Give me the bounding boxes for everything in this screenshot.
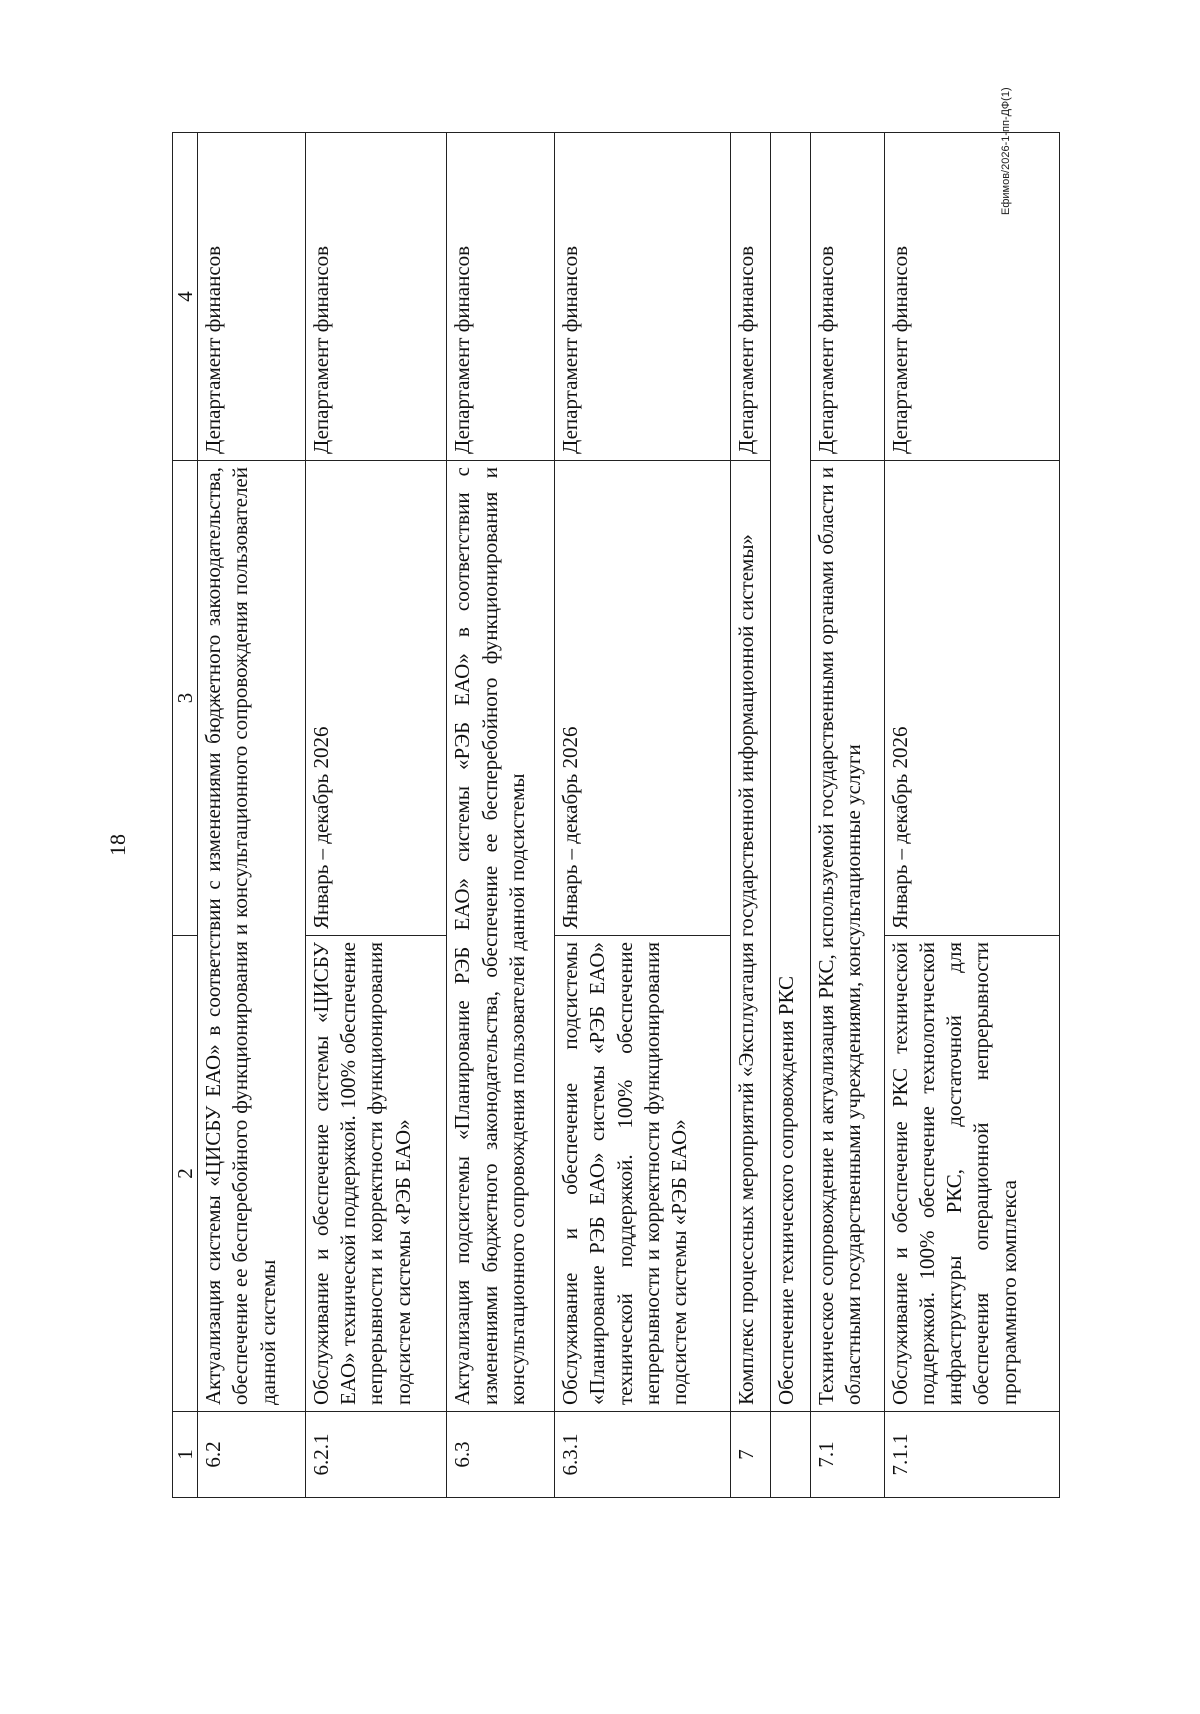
row-task: Обслуживание и обеспечение системы «ЦИСБУ ЕАО» технической поддержкой. 100% обеспечение непрерывности и корректности функционирования подсистем системы «РЭБ ЕАО» [305, 936, 447, 1412]
row-number: 6.2 [198, 1412, 306, 1498]
page-number: 18 [105, 834, 130, 856]
row-number: 6.2.1 [305, 1412, 447, 1498]
row-period: Январь – декабрь 2026 [305, 461, 447, 936]
row-department: Департамент финансов [198, 133, 306, 461]
document-id-text: Ефимов/2026-1-пп-ДФ(1) [1000, 87, 1012, 215]
table-row [305, 133, 447, 1498]
header-cell-1: 1 [173, 1412, 198, 1498]
row-task: Обслуживание и обеспечение подсистемы «Планирование РЭБ ЕАО» системы «РЭБ ЕАО» технической поддержкой. 100% обеспечение непрерывности и корректности функционирования подсистем системы «РЭБ ЕАО» [555, 936, 730, 1412]
row-text: Актуализация подсистемы «Планирование РЭБ ЕАО» системы «РЭБ ЕАО» в соответствии с изменениями бюджетного законодательства, обеспечение ее бесперебойного функционирования и консультационного сопровождения пользователей данной подсистемы [447, 461, 555, 1412]
row-text: Комплекс процессных мероприятий «Эксплуатация государственной информационной системы» [730, 461, 770, 1412]
section-row [770, 133, 810, 1498]
table-row [555, 133, 730, 1498]
plan-table [172, 132, 1060, 1498]
header-row [173, 133, 198, 1498]
row-period: Январь – декабрь 2026 [555, 461, 730, 936]
row-department: Департамент финансов [447, 133, 555, 461]
section-title: Обеспечение технического сопровождения РКС [770, 133, 810, 1412]
row-task: Обслуживание и обеспечение РКС технической поддержкой. 100% обеспечение технологической инфраструктуры РКС, достаточной для обеспечения операционной непрерывности программного комплекса [884, 936, 1059, 1412]
row-number: 6.3 [447, 1412, 555, 1498]
row-department: Департамент финансов [884, 133, 1059, 461]
table-row [447, 133, 555, 1498]
table-row [730, 133, 770, 1498]
row-number [770, 1412, 810, 1498]
header-cell-2: 2 [173, 936, 198, 1412]
header-cell-4: 4 [173, 133, 198, 461]
row-department: Департамент финансов [730, 133, 770, 461]
row-department: Департамент финансов [305, 133, 447, 461]
row-text: Актуализация системы «ЦИСБУ ЕАО» в соответствии с изменениями бюджетного законодательства, обеспечение ее бесперебойного функционирования и консультационного сопровождения пользователей данной системы [198, 461, 306, 1412]
table-row [884, 133, 1059, 1498]
row-period: Январь – декабрь 2026 [884, 461, 1059, 936]
row-number: 7.1.1 [884, 1412, 1059, 1498]
row-number: 6.3.1 [555, 1412, 730, 1498]
row-text: Техническое сопровождение и актуализация РКС, используемой государственными органами области и областными государственными учреждениями, консультационные услуги [810, 461, 884, 1412]
row-department: Департамент финансов [555, 133, 730, 461]
row-number: 7.1 [810, 1412, 884, 1498]
row-number: 7 [730, 1412, 770, 1498]
table-row [810, 133, 884, 1498]
header-cell-3: 3 [173, 461, 198, 936]
row-department: Департамент финансов [810, 133, 884, 461]
table-row [198, 133, 306, 1498]
plan-table-container [172, 133, 1060, 1498]
